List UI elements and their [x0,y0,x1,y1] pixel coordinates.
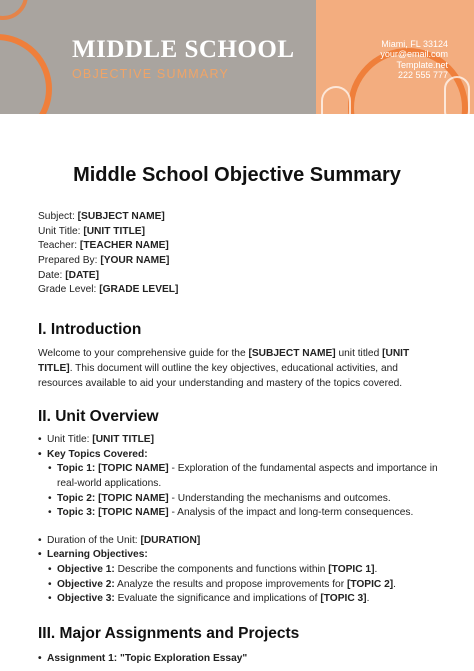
section-heading-unit-overview: II. Unit Overview [38,408,159,426]
meta-grade-level: Grade Level: [GRADE LEVEL] [38,284,179,296]
intro-paragraph: Welcome to your comprehensive guide for the [SUBJECT NAME] unit titled [UNIT TITLE]. This document will outline the key objectives, educational activities, and resources available to aid your understanding and mastery of the topics covered. [38,348,410,389]
overview-list [38,433,438,521]
section-heading-introduction: I. Introduction [38,321,142,339]
decorative-pill [444,76,470,114]
header-left-panel [0,0,316,114]
decorative-circle [0,34,52,114]
duration-list [38,534,438,607]
list-item-objective: • Objective 1: Describe the components and functions within [TOPIC 1]. [38,563,438,578]
list-item-topic: • Topic 3: [TOPIC NAME] - Analysis of the impact and long-term consequences. [38,506,438,521]
brand-subtitle: OBJECTIVE SUMMARY [72,67,229,81]
list-item-topic: • Topic 1: [TOPIC NAME] - Exploration of the fundamental aspects and importance in real-world applications. [38,462,438,491]
list-item-duration: • Duration of the Unit: [DURATION] [38,534,438,549]
contact-phone: 222 555 777 [397,69,448,80]
list-item-key-topics: • Key Topics Covered: [38,448,438,463]
header-banner [0,0,474,114]
document-body [38,210,438,666]
list-item-objective: • Objective 3: Evaluate the significance and implications of [TOPIC 3]. [38,592,438,607]
brand-title: MIDDLE SCHOOL [72,36,295,63]
contact-website: Template.net [396,59,448,70]
meta-subject: Subject: [SUBJECT NAME] [38,211,165,222]
meta-prepared-by: Prepared By: [YOUR NAME] [38,255,170,267]
meta-unit-title: Unit Title: [UNIT TITLE] [38,225,145,237]
decorative-pill [321,86,351,114]
contact-address: Miami, FL 33124 [381,39,448,49]
header-right-panel [316,0,474,114]
contact-email: your@email.com [380,49,448,60]
meta-date: Date: [DATE] [38,269,99,281]
list-item-learning-objectives: • Learning Objectives: [38,548,438,563]
list-item-assignment: • Assignment 1: "Topic Exploration Essay" [38,652,438,667]
list-item-objective: • Objective 2: Analyze the results and propose improvements for [TOPIC 2]. [38,578,438,593]
decorative-circle [0,0,28,20]
contact-info [380,39,448,80]
section-heading-assignments: III. Major Assignments and Projects [38,624,300,642]
document-title: Middle School Objective Summary [73,164,401,186]
assignments-list [38,652,438,667]
meta-block [38,210,438,298]
list-item-topic: • Topic 2: [TOPIC NAME] - Understanding the mechanisms and outcomes. [38,492,438,507]
meta-teacher: Teacher: [TEACHER NAME] [38,240,169,252]
list-item-unit-title: • Unit Title: [UNIT TITLE] [38,433,438,448]
